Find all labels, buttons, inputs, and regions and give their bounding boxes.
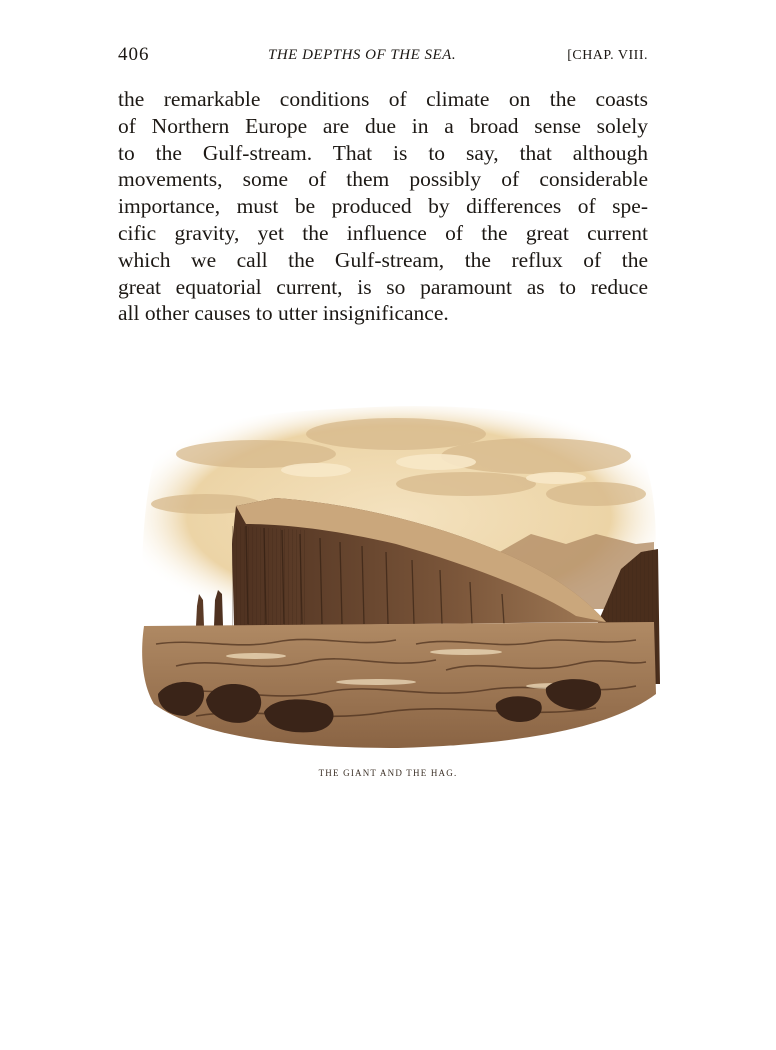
figure-caption: THE GIANT AND THE HAG. [318,768,458,778]
running-title: THE DEPTHS OF THE SEA. [268,47,457,63]
text-line: cific gravity, yet the influence of the great current [118,220,648,245]
text-line: of Northern Europe are due in a broad sense solely [118,113,648,138]
engraving-svg [136,394,660,756]
text-line: to the Gulf-stream. That is to say, that although [118,140,648,165]
engraving-illustration [136,394,660,756]
page-number: 406 [118,44,150,65]
text-line: movements, some of them possibly of considerable [118,167,648,192]
text-line: great equatorial current, is so paramount as to reduce [118,274,648,299]
text-line: importance, must be produced by differences of spe- [118,194,648,219]
text-line: the remarkable conditions of climate on the coasts [118,87,648,111]
text-line: all other causes to utter insignificance. [118,301,449,326]
text-line: which we call the Gulf-stream, the reflux of the [118,247,648,272]
body-paragraph [118,86,648,327]
running-head [118,44,648,72]
chapter-reference: [CHAP. VIII. [567,48,648,63]
